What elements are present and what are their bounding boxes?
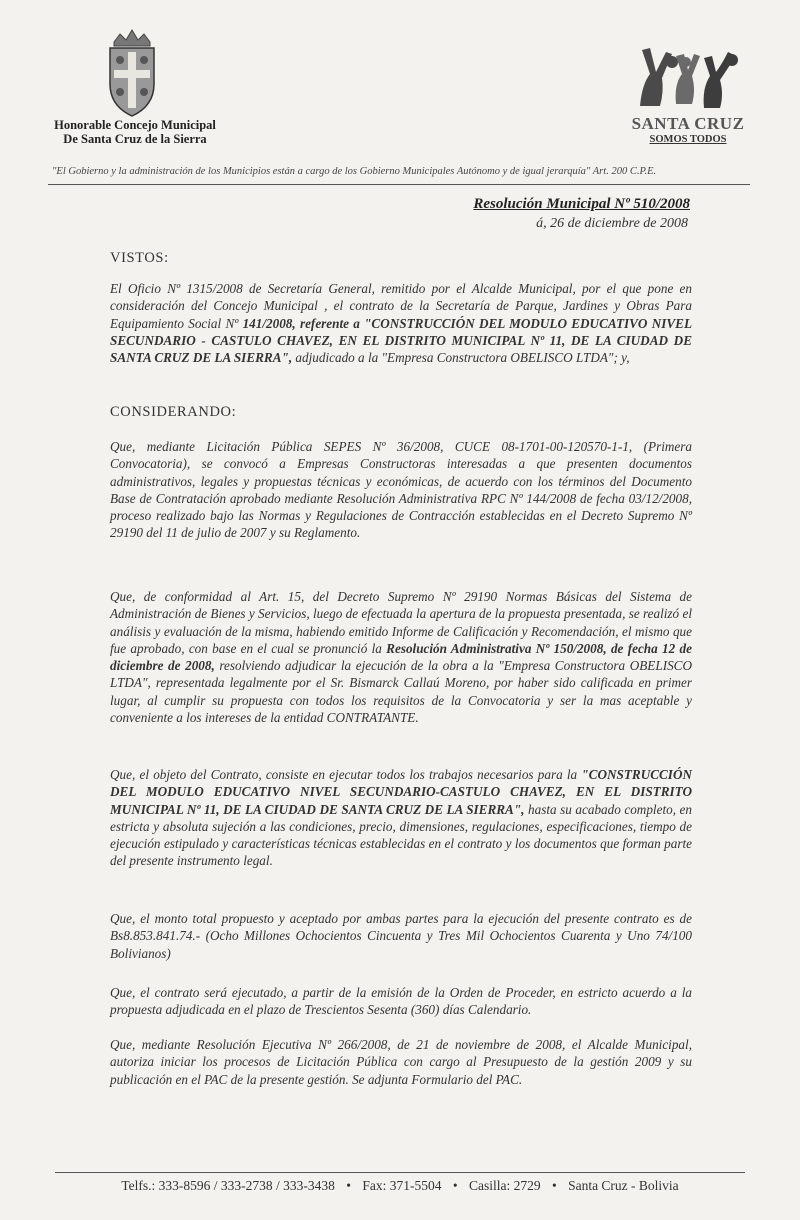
footer-fax: Fax: 371-5504 <box>362 1178 442 1193</box>
paragraph-vistos <box>110 280 692 366</box>
footer-divider <box>55 1172 745 1173</box>
footer-contact <box>0 1178 800 1194</box>
paragraph-text: resolviendo adjudicar la ejecución de la obra a la "Empresa Constructora OBELISCO LTDA", representada legalmente por el Sr. Bismarck Callaú Moreno, por haber sido calificada en primer lugar, al cumplir su propuesta con todos los requisitos de la Convocatoria y ser la mas aceptable y conveniente a los intereses de la entidad CONTRATANTE. <box>110 658 692 726</box>
paragraph-bold-text: 141/2008, referente a "CONSTRUCCIÓN DEL MODULO EDUCATIVO NIVEL SECUNDARIO - CASTULO CHAVEZ, EN EL DISTRITO MUNICIPAL Nº 11, DE LA CIUDAD DE SANTA CRUZ DE LA SIERRA", <box>110 315 692 366</box>
paragraph-text: hasta su acabado completo, en estricta y absoluta sujeción a las condiciones, precio, dimensiones, regulaciones, especificaciones, tiempo de ejecución estipulado y características técnicas establecidas en el contrato y los documentos que forman parte del presente instrumento legal. <box>110 801 692 869</box>
header-divider <box>48 184 750 185</box>
footer-bullet: • <box>452 1178 458 1193</box>
paragraph-objeto <box>110 766 692 870</box>
paragraph-text: Que, de conformidad al Art. 15, del Decreto Supremo Nº 29190 Normas Básicas del Sistema de Administración de Bienes y Servicios, luego de efectuada la apertura de la propuesta presentada, se realizó el análisis y evaluación de la misma, habiendo emitido Informe de Calificación y Recomendación, el mismo que fue aprobado, con base en el cual se pronunció la <box>110 589 692 656</box>
brand-slogan: SOMOS TODOS <box>649 134 727 145</box>
council-line-2: De Santa Cruz de la Sierra <box>63 132 207 146</box>
paragraph-resolucion-ejecutiva: Que, mediante Resolución Ejecutiva Nº 266/2008, de 21 de noviembre de 2008, el Alcalde Municipal, autoriza iniciar los procesos de Licitación Pública con cargo al Presupuesto de la gestión 2009 y su publicación en el PAC de la presente gestión. Se adjunta Formulario del PAC. <box>110 1037 692 1087</box>
paragraph-text: El Oficio Nº 1315/2008 de Secretaría General, remitido por el Alcalde Municipal, por el que pone en consideración del Concejo Municipal , el contrato de la Secretaría de Parque, Jardines y Obras Para Equipamiento Social Nº <box>110 281 692 331</box>
paragraph-bold-text: "CONSTRUCCIÓN DEL MODULO EDUCATIVO NIVEL SECUNDARIO-CASTULO CHAVEZ, EN EL DISTRITO MUNICIPAL Nº 11, DE LA CIUDAD DE SANTA CRUZ DE LA SIERRA", <box>110 767 692 817</box>
footer-phones: Telfs.: 333-8596 / 333-2738 / 333-3438 <box>121 1178 335 1193</box>
paragraph-text: adjudicado a la "Empresa Constructora OBELISCO LTDA"; y, <box>292 350 630 366</box>
section-considerando: CONSIDERANDO: <box>110 404 237 420</box>
resolution-number: Resolución Municipal Nº 510/2008 <box>473 196 690 212</box>
paragraph-text: Que, el objeto del Contrato, consiste en ejecutar todos los trabajos necesarios para la <box>110 767 582 782</box>
people-figures-icon <box>620 44 750 114</box>
footer-box: Casilla: 2729 <box>468 1178 541 1193</box>
section-vistos: VISTOS: <box>110 250 169 266</box>
footer-bullet: • <box>551 1178 557 1193</box>
paragraph-monto: Que, el monto total propuesto y aceptado por ambas partes para la ejecución del presente contrato es de Bs8.853.841.74.- (Ocho Millones Ochocientos Cincuenta y Tres Mil Ochocientos Cuarenta y Uno 74/100 Bolivianos) <box>110 911 692 961</box>
paragraph-bold-text: Resolución Administrativa Nº 150/2008, de fecha 12 de diciembre de 2008, <box>110 640 692 674</box>
brand-name: SANTA CRUZ <box>631 114 745 133</box>
footer-bullet: • <box>346 1178 351 1193</box>
coat-of-arms-icon <box>100 28 164 120</box>
santa-cruz-logo <box>620 44 750 144</box>
paragraph-plazo: Que, el contrato será ejecutado, a partir de la emisión de la Orden de Proceder, en estricto acuerdo a la propuesta adjudicada en el plazo de Trescientos Sesenta (360) días Calendario. <box>110 985 692 1018</box>
resolution-date: á, 26 de diciembre de 2008 <box>536 216 688 231</box>
council-line-1: Honorable Concejo Municipal <box>54 118 216 132</box>
paragraph-adjudicacion <box>110 588 692 726</box>
constitution-epigraph: "El Gobierno y la administración de los Municipios están a cargo de los Gobierno Municipales Autónomo y de igual jerarquía" Art. 200 C.P.E. <box>52 166 657 177</box>
footer-city: Santa Cruz - Bolivia <box>568 1178 679 1193</box>
paragraph-licitacion: Que, mediante Licitación Pública SEPES Nº 36/2008, CUCE 08-1701-00-120570-1-1, (Primera Convocatoria), se convocó a Empresas Constructoras interesadas a que presenten documentos administrativos, legales y propuestas técnicas y económicas, de acuerdo con los términos del Documento Base de Contratación aprobado mediante Resolución Administrativa RPC Nº 144/2008 de fecha 03/12/2008, proceso realizado bajo las Normas y Regulaciones de Contracción establecidas en el Decreto Supremo Nº 29190 del 11 de julio de 2007 y su Reglamento. <box>110 439 692 541</box>
council-name <box>40 118 230 146</box>
